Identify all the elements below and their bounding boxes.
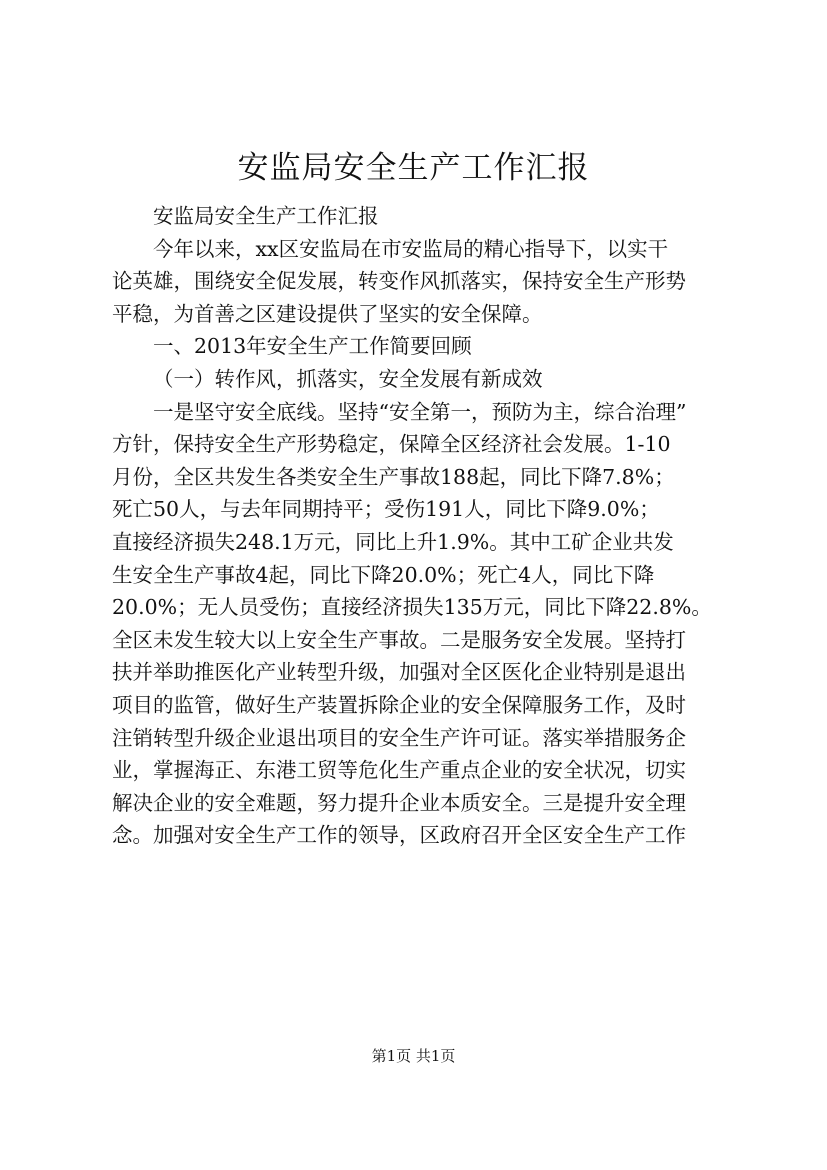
body-line: 注销转型升级企业退出项目的安全生产许可证。落实举措服务企 xyxy=(112,725,686,750)
body-line: 业，掌握海正、东港工贸等危化生产重点企业的安全状况，切实 xyxy=(112,758,686,783)
body-line: 全区未发生较大以上安全生产事故。二是服务安全发展。坚持打 xyxy=(112,627,686,652)
body-line: 一是坚守安全底线。坚持“安全第一，预防为主，综合治理” xyxy=(153,399,687,424)
body-line: 20.0%；无人员受伤；直接经济损失135万元，同比下降22.8%。 xyxy=(112,595,712,620)
body-line: 项目的监管，做好生产装置拆除企业的安全保障服务工作，及时 xyxy=(112,692,686,717)
body-line: 生安全生产事故4起，同比下降20.0%；死亡4人，同比下降 xyxy=(112,562,655,587)
document-body xyxy=(112,200,722,852)
section-heading: 一、2013年安全生产工作简要回顾 xyxy=(153,334,472,359)
page-footer: 第1页 共1页 xyxy=(371,1047,456,1065)
body-line: 安监局安全生产工作汇报 xyxy=(153,204,379,228)
body-line: 死亡50人，与去年同期持平；受伤191人，同比下降9.0%； xyxy=(112,497,660,522)
body-line: 方针，保持安全生产形势稳定，保障全区经济社会发展。1-10 xyxy=(112,432,671,457)
body-line: 扶并举助推医化产业转型升级，加强对全区医化企业特别是退出 xyxy=(112,660,686,685)
body-line: 论英雄，围绕安全促发展，转变作风抓落实，保持安全生产形势 xyxy=(112,269,686,294)
body-line: 解决企业的安全难题，努力提升企业本质安全。三是提升安全理 xyxy=(112,790,686,815)
body-line: 月份，全区共发生各类安全生产事故188起，同比下降7.8%； xyxy=(112,464,675,489)
document-title: 安监局安全生产工作汇报 xyxy=(237,150,590,186)
body-line: 直接经济损失248.1万元，同比上升1.9%。其中工矿企业共发 xyxy=(112,529,674,554)
body-line: 平稳，为首善之区建设提供了坚实的安全保障。 xyxy=(112,301,543,326)
body-line: 念。加强对安全生产工作的领导，区政府召开全区安全生产工作 xyxy=(112,823,686,848)
subsection-heading: （一）转作风，抓落实，安全发展有新成效 xyxy=(153,366,543,391)
body-line: 今年以来，xx区安监局在市安监局的精心指导下，以实干 xyxy=(153,236,669,261)
